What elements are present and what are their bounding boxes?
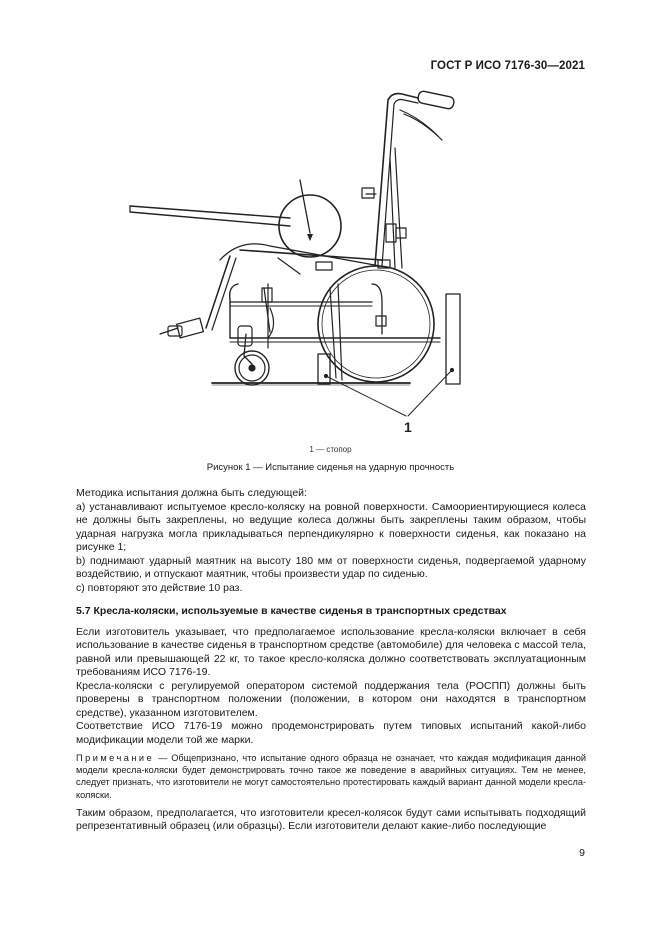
body-text	[76, 487, 586, 834]
impact-direction-arrow	[300, 180, 310, 233]
paragraph-3: Соответствие ИСО 7176-19 можно продемонстрировать путем типовых испытаний какой-либо модификации модели той же марки.	[76, 720, 586, 746]
callout-leaders	[324, 368, 453, 416]
pendulum-arm	[130, 206, 290, 226]
note-label: Примечание	[76, 753, 155, 763]
paragraph-4: Таким образом, предполагается, что изготовители кресел-колясок будут сами испытывать подходящий репрезентативный образец (или образцы). Если изготовители делают какие-либо последующие	[76, 806, 586, 833]
backrest-frame	[362, 90, 455, 268]
page-number: 9	[579, 847, 585, 859]
paragraph-1: Если изготовитель указывает, что предполагаемое использование кресла-коляски включает в себя использование в качестве сиденья в транспортном средстве (автомобиле) для человека с массой тела, равной или превышающей 22 кг, то такое кресло-коляска должно соответствовать эксплуатационным требованиям ИСО 7176-19.	[76, 625, 586, 678]
figure-legend: 1 — стопор	[309, 445, 352, 454]
step-a: а) устанавливают испытуемое кресло-коляску на ровной поверхности. Самоориентирующиеся колеса не должны быть закреплены, но ведущие колеса должны быть закреплены таким образом, чтобы ударная нагрузка могла прикладываться перпендикулярно к поверхности сиденья, как показано на рисунке 1;	[76, 500, 586, 553]
paragraph-2: Кресла-коляски с регулируемой оператором системой поддержания тела (РОСПП) должны быть проверены в транспортном положении (положении, в котором они находятся в транспортном средстве), указанном изготовителем.	[76, 679, 586, 719]
step-b: b) поднимают ударный маятник на высоту 180 мм от поверхности сиденья, подвергаемой ударному воздействию, и отпускают маятник, чтобы произвести удар по сиденью.	[76, 554, 586, 580]
section-title: 5.7 Кресла-коляски, используемые в качестве сиденья в транспортных средствах	[76, 605, 507, 617]
standard-code: ГОСТ Р ИСО 7176-30—2021	[430, 60, 585, 72]
callout-number: 1	[404, 419, 412, 435]
step-c: c) повторяют это действие 10 раз.	[76, 581, 243, 594]
wheelchair-impact-test-figure	[120, 88, 480, 436]
note	[76, 752, 586, 801]
method-intro: Методика испытания должна быть следующей:	[76, 487, 307, 499]
seat	[220, 244, 390, 274]
caster-wheel	[235, 326, 269, 385]
stopper-front	[318, 354, 330, 384]
figure-caption: Рисунок 1 — Испытание сиденья на ударную прочность	[206, 462, 455, 473]
note-text: — Общепризнано, что испытание одного образца не означает, что каждая модификация данной модели кресла-коляски будет демонстрировать точно такое же поведение в аварийных ситуациях. Тем не менее, следует признать, что изготовители не могут самостоятельно протестировать каждый вариант данной модели кресла-коляски.	[76, 753, 586, 800]
